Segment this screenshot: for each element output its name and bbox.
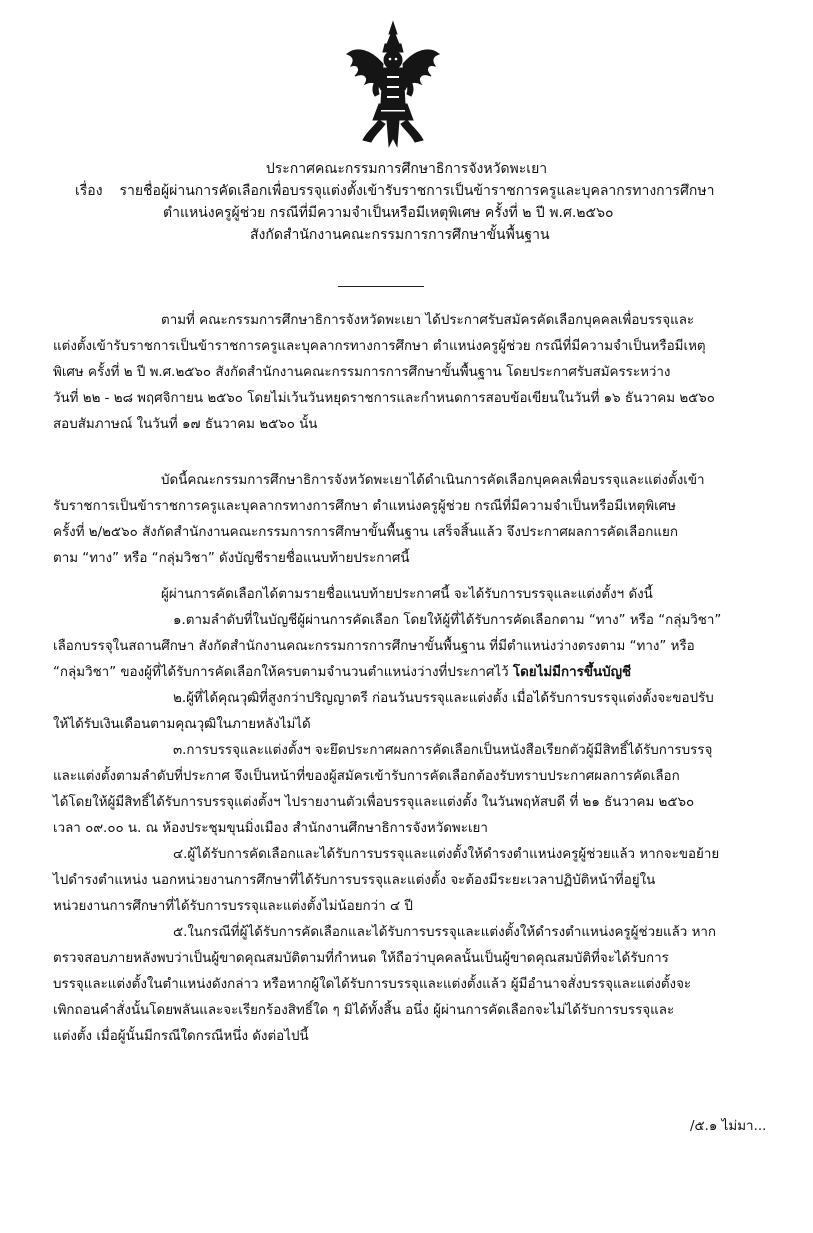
- item-5-line: บรรจุและแต่งตั้งในตำแหน่งดังกล่าว หรือหากผู้ใดได้รับการบรรจุและแต่งตั้งแล้ว ผู้มีอำนาจสั่งบรรจุและแต่งตั้งจะ: [53, 977, 692, 992]
- item-1-line-text: “กลุ่มวิชา” ของผู้ที่ได้รับการคัดเลือกให้ครบตามจำนวนตำแหน่งว่างที่ประกาศไว้: [53, 665, 513, 680]
- subject-line-3: สังกัดสำนักงานคณะกรรมการการศึกษาขั้นพื้นฐาน: [250, 227, 550, 243]
- item-1-line: [53, 660, 765, 686]
- item-5-line: ตรวจสอบภายหลังพบว่าเป็นผู้ขาดคุณสมบัติตามที่กำหนด ให้ถือว่าบุคคลนั้นเป็นผู้ขาดคุณสมบัติที่จะได้รับการ: [53, 951, 669, 966]
- item-3-line: และแต่งตั้งตามลำดับที่ประกาศ จึงเป็นหน้าที่ของผู้สมัครเข้ารับการคัดเลือกต้องรับทราบประกาศผลการคัดเลือก: [53, 769, 680, 784]
- subject-label: เรื่อง: [75, 183, 103, 199]
- item-5-line: ๕.ในกรณีที่ผู้ได้รับการคัดเลือกและได้รับการบรรจุและแต่งตั้งให้ดำรงตำแหน่งครูผู้ช่วยแล้ว หาก: [173, 925, 717, 940]
- continuation-reference: /๕.๑ ไม่มา...: [690, 1119, 767, 1134]
- item-5-line: แต่งตั้ง เมื่อผู้นั้นมีกรณีใดกรณีหนึ่ง ดังต่อไปนี้: [53, 1029, 309, 1044]
- paragraph-1: [53, 308, 765, 438]
- garuda-emblem-icon: [343, 20, 443, 150]
- item-5: [53, 920, 765, 1050]
- paragraph-2-line: ตาม “ทาง” หรือ “กลุ่มวิชา” ดังบัญชีรายชื่อแนบท้ายประกาศนี้: [53, 551, 410, 566]
- paragraph-1-line: ตามที่ คณะกรรมการศึกษาธิการจังหวัดพะเยา ได้ประกาศรับสมัครคัดเลือกบุคคลเพื่อบรรจุและ: [161, 313, 695, 328]
- item-1-line: ๑.ตามลำดับที่ในบัญชีผู้ผ่านการคัดเลือก โดยให้ผู้ที่ได้รับการคัดเลือกตาม “ทาง” หรือ “กลุ่มวิชา”: [173, 613, 722, 628]
- paragraph-1-line: สอบสัมภาษณ์ ในวันที่ ๑๗ ธันวาคม ๒๕๖๐ นั้น: [53, 417, 318, 432]
- paragraph-2: [53, 468, 765, 572]
- item-2-line: ให้ได้รับเงินเดือนตามคุณวุฒิในภายหลังไม่ได้: [53, 717, 311, 732]
- paragraph-3-line: ผู้ผ่านการคัดเลือกได้ตามรายชื่อแนบท้ายประกาศนี้ จะได้รับการบรรจุและแต่งตั้งฯ ดังนี้: [161, 587, 653, 602]
- item-4-line: ๔.ผู้ได้รับการคัดเลือกและได้รับการบรรจุและแต่งตั้งให้ดำรงตำแหน่งครูผู้ช่วยแล้ว หากจะขอย้าย: [173, 847, 720, 862]
- paragraph-2-line: ครั้งที่ ๒/๒๕๖๐ สังกัดสำนักงานคณะกรรมการการศึกษาขั้นพื้นฐาน เสร็จสิ้นแล้ว จึงประกาศผลการคัดเลือกแยก: [53, 525, 678, 540]
- announcement-body: [53, 308, 765, 1050]
- item-3-line: ได้โดยให้ผู้มีสิทธิ์ได้รับการบรรจุแต่งตั้งฯ ไปรายงานตัวเพื่อบรรจุและแต่งตั้ง ในวันพฤหัสบดี ที่ ๒๑ ธันวาคม ๒๕๖๐: [53, 795, 695, 810]
- paragraph-1-line: วันที่ ๒๒ - ๒๘ พฤศจิกายน ๒๕๖๐ โดยไม่เว้นวันหยุดราชการและกำหนดการสอบข้อเขียนในวันที่ ๑๖ ธันวาคม ๒๕๖๐: [53, 391, 715, 406]
- title-divider: [338, 286, 424, 287]
- item-3-line: ๓.การบรรจุและแต่งตั้งฯ จะยึดประกาศผลการคัดเลือกเป็นหนังสือเรียกตัวผู้มีสิทธิ์ได้รับการบรรจุ: [173, 743, 713, 758]
- title-block: [0, 158, 813, 243]
- item-2: [53, 686, 765, 738]
- paragraph-1-line: พิเศษ ครั้งที่ ๒ ปี พ.ศ.๒๕๖๐ สังกัดสำนักงานคณะกรรมการการศึกษาขั้นพื้นฐาน โดยประกาศรับสมัครระหว่าง: [53, 365, 671, 380]
- paragraph-1-line: แต่งตั้งเข้ารับราชการเป็นข้าราชการครูและบุคลากรทางการศึกษา ตำแหน่งครูผู้ช่วย กรณีที่มีความจำเป็นหรือมีเหตุ: [53, 339, 706, 354]
- paragraph-3: [53, 582, 765, 608]
- item-1: [53, 608, 765, 686]
- paragraph-2-line: รับราชการเป็นข้าราชการครูและบุคลากรทางการศึกษา ตำแหน่งครูผู้ช่วย กรณีที่มีความจำเป็นหรือมีเหตุพิเศษ: [53, 499, 676, 514]
- authority-heading: ประกาศคณะกรรมการศึกษาธิการจังหวัดพะเยา: [265, 161, 548, 177]
- item-3: [53, 738, 765, 842]
- item-1-line: เลือกบรรจุในสถานศึกษา สังกัดสำนักงานคณะกรรมการการศึกษาขั้นพื้นฐาน ที่มีตำแหน่งว่างตรงตาม “ทาง” หรือ: [53, 639, 695, 654]
- spacer: [95, 572, 765, 582]
- no-list-note: โดยไม่มีการขึ้นบัญชี: [512, 665, 632, 680]
- item-4-line: ไปดำรงตำแหน่ง นอกหน่วยงานการศึกษาที่ได้รับการบรรจุและแต่งตั้ง จะต้องมีระยะเวลาปฏิบัติหน้าที่อยู่ใน: [53, 873, 656, 888]
- subject-row: [75, 180, 715, 202]
- item-4-line: หน่วยงานการศึกษาที่ได้รับการบรรจุและแต่งตั้งไม่น้อยกว่า ๔ ปี: [53, 899, 413, 914]
- item-2-line: ๒.ผู้ที่ได้คุณวุฒิที่สูงกว่าปริญญาตรี ก่อนวันบรรจุและแต่งตั้ง เมื่อได้รับการบรรจุแต่งตั้งจะขอปรับ: [173, 691, 714, 706]
- paragraph-2-line: บัดนี้คณะกรรมการศึกษาธิการจังหวัดพะเยาได้ดำเนินการคัดเลือกบุคคลเพื่อบรรจุและแต่งตั้งเข้า: [161, 473, 705, 488]
- subject-line-2: ตำแหน่งครูผู้ช่วย กรณีที่มีความจำเป็นหรือมีเหตุพิเศษ ครั้งที่ ๒ ปี พ.ศ.๒๕๖๐: [163, 205, 614, 221]
- subject-line-1: รายชื่อผู้ผ่านการคัดเลือกเพื่อบรรจุแต่งตั้งเข้ารับราชการเป็นข้าราชการครูและบุคลากรทางการศึกษา: [119, 183, 715, 199]
- item-5-line: เพิกถอนคำสั่งนั้นโดยพลันและจะเรียกร้องสิทธิ์ใด ๆ มิได้ทั้งสิ้น อนึ่ง ผู้ผ่านการคัดเลือกจะไม่ได้รับการบรรจุและ: [53, 1003, 675, 1018]
- item-4: [53, 842, 765, 920]
- spacer: [95, 438, 765, 468]
- item-3-line: เวลา ๐๙.๐๐ น. ณ ห้องประชุมขุนมิ่งเมือง สำนักงานศึกษาธิการจังหวัดพะเยา: [53, 821, 488, 836]
